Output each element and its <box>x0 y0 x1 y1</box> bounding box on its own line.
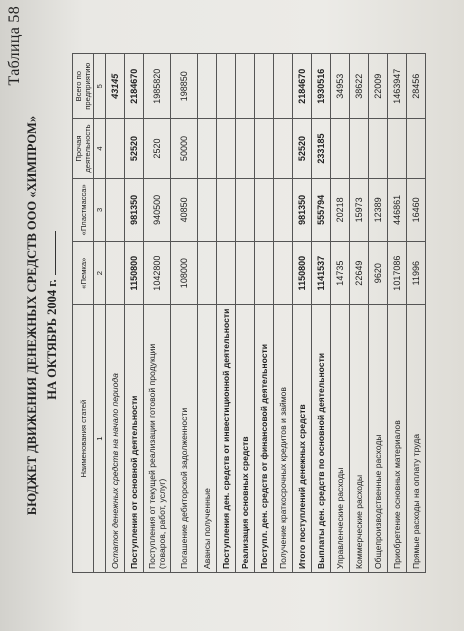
cell-plastmassa <box>106 178 125 241</box>
cell-pemka: 22649 <box>350 242 369 305</box>
cell-plastmassa: 16460 <box>407 178 426 241</box>
cell-other: 52520 <box>125 119 144 178</box>
table-row <box>388 54 407 573</box>
index-cell: 2 <box>94 242 106 305</box>
header-total: Всего по предприятию <box>73 54 94 119</box>
index-cell: 3 <box>94 178 106 241</box>
table-row <box>125 54 144 573</box>
cell-pemka: 1141537 <box>312 242 331 305</box>
table-row <box>255 54 274 573</box>
header-pemka: «Пемка» <box>73 242 94 305</box>
cell-total <box>217 54 236 119</box>
cell-other: 50000 <box>171 119 198 178</box>
cell-pemka <box>255 242 274 305</box>
table-row <box>350 54 369 573</box>
cell-other <box>331 119 350 178</box>
table-number: Таблица 58 <box>6 6 23 86</box>
cell-total: 1985820 <box>144 54 171 119</box>
cell-total: 22009 <box>369 54 388 119</box>
cell-other <box>236 119 255 178</box>
table-row <box>369 54 388 573</box>
index-cell: 4 <box>94 119 106 178</box>
cell-pemka: 11996 <box>407 242 426 305</box>
cell-plastmassa: 940500 <box>144 178 171 241</box>
document-subtitle: НА ОКТЯБРЬ 2004 г. <box>44 0 60 631</box>
row-name: Авансы полученные <box>198 305 217 573</box>
table-row <box>171 54 198 573</box>
row-name: Поступления от основной деятельности <box>125 305 144 573</box>
row-name: Прямые расходы на оплату труда <box>407 305 426 573</box>
cell-pemka: 14735 <box>331 242 350 305</box>
table-row <box>106 54 125 573</box>
table-row <box>331 54 350 573</box>
cell-pemka <box>236 242 255 305</box>
table-row <box>407 54 426 573</box>
cell-plastmassa: 40850 <box>171 178 198 241</box>
row-name: Итого поступлений денежных средств <box>293 305 312 573</box>
row-name: Получение краткосрочных кредитов и займов <box>274 305 293 573</box>
cell-plastmassa <box>217 178 236 241</box>
cell-pemka: 9620 <box>369 242 388 305</box>
index-cell: 5 <box>94 54 106 119</box>
cell-other <box>255 119 274 178</box>
index-row <box>94 54 106 573</box>
table-row <box>293 54 312 573</box>
cell-plastmassa: 446861 <box>388 178 407 241</box>
header-other: Прочая деятельность <box>73 119 94 178</box>
document-title: БЮДЖЕТ ДВИЖЕНИЯ ДЕНЕЖНЫХ СРЕДСТВ ООО «ХИМПРОМ» <box>25 115 39 516</box>
cash-flow-budget-table <box>72 53 426 573</box>
cell-plastmassa <box>236 178 255 241</box>
row-name: Коммерческие расходы <box>350 305 369 573</box>
cell-total <box>274 54 293 119</box>
cell-pemka <box>217 242 236 305</box>
cell-other <box>407 119 426 178</box>
row-name: Поступления ден. средств от инвестиционной деятельности <box>217 305 236 573</box>
cell-total <box>236 54 255 119</box>
cell-plastmassa: 20218 <box>331 178 350 241</box>
cell-other <box>198 119 217 178</box>
row-name: Реализация основных средств <box>236 305 255 573</box>
header-plastmassa: «Пластмасса» <box>73 178 94 241</box>
cell-other <box>388 119 407 178</box>
table-row <box>312 54 331 573</box>
cell-total <box>255 54 274 119</box>
cell-plastmassa: 981350 <box>293 178 312 241</box>
cell-pemka: 1150800 <box>125 242 144 305</box>
cell-total: 28456 <box>407 54 426 119</box>
cell-total: 2184670 <box>293 54 312 119</box>
table-row <box>274 54 293 573</box>
row-name: Выплаты ден. средств по основной деятельности <box>312 305 331 573</box>
cell-plastmassa: 12389 <box>369 178 388 241</box>
cell-other: 52520 <box>293 119 312 178</box>
cell-pemka <box>198 242 217 305</box>
table-row <box>198 54 217 573</box>
cell-other <box>369 119 388 178</box>
cell-total: 43145 <box>106 54 125 119</box>
cell-plastmassa: 981350 <box>125 178 144 241</box>
cell-total <box>198 54 217 119</box>
header-name: Наименования статей <box>73 305 94 573</box>
blank-line <box>44 231 56 275</box>
cell-total: 1463947 <box>388 54 407 119</box>
cell-total: 38622 <box>350 54 369 119</box>
row-name: Приобретение основных материалов <box>388 305 407 573</box>
table-row <box>217 54 236 573</box>
cell-pemka <box>274 242 293 305</box>
cell-total: 34953 <box>331 54 350 119</box>
cell-pemka: 1042800 <box>144 242 171 305</box>
row-name: Поступления от текущей реализации готовой продукции (товаров, работ, услуг) <box>144 305 171 573</box>
cell-plastmassa: 555794 <box>312 178 331 241</box>
cell-other <box>350 119 369 178</box>
cell-other: 2520 <box>144 119 171 178</box>
cell-pemka: 1017086 <box>388 242 407 305</box>
row-name: Управленческие расходы <box>331 305 350 573</box>
cell-other <box>106 119 125 178</box>
row-name: Погашение дебиторской задолженности <box>171 305 198 573</box>
cell-pemka <box>106 242 125 305</box>
cell-plastmassa <box>198 178 217 241</box>
cell-other <box>217 119 236 178</box>
cell-plastmassa <box>274 178 293 241</box>
cell-other <box>274 119 293 178</box>
index-cell: 1 <box>94 305 106 573</box>
cell-total: 1930516 <box>312 54 331 119</box>
cell-total: 2184670 <box>125 54 144 119</box>
cell-pemka: 1150800 <box>293 242 312 305</box>
cell-pemka: 108000 <box>171 242 198 305</box>
row-name: Остаток денежных средств на начало периода <box>106 305 125 573</box>
cell-plastmassa <box>255 178 274 241</box>
row-name: Общепроизводственные расходы <box>369 305 388 573</box>
cell-other: 233185 <box>312 119 331 178</box>
header-row <box>73 54 94 573</box>
cell-plastmassa: 15973 <box>350 178 369 241</box>
table-row <box>144 54 171 573</box>
cell-total: 198850 <box>171 54 198 119</box>
table-row <box>236 54 255 573</box>
row-name: Поступл. ден. средств от финансовой деятельности <box>255 305 274 573</box>
